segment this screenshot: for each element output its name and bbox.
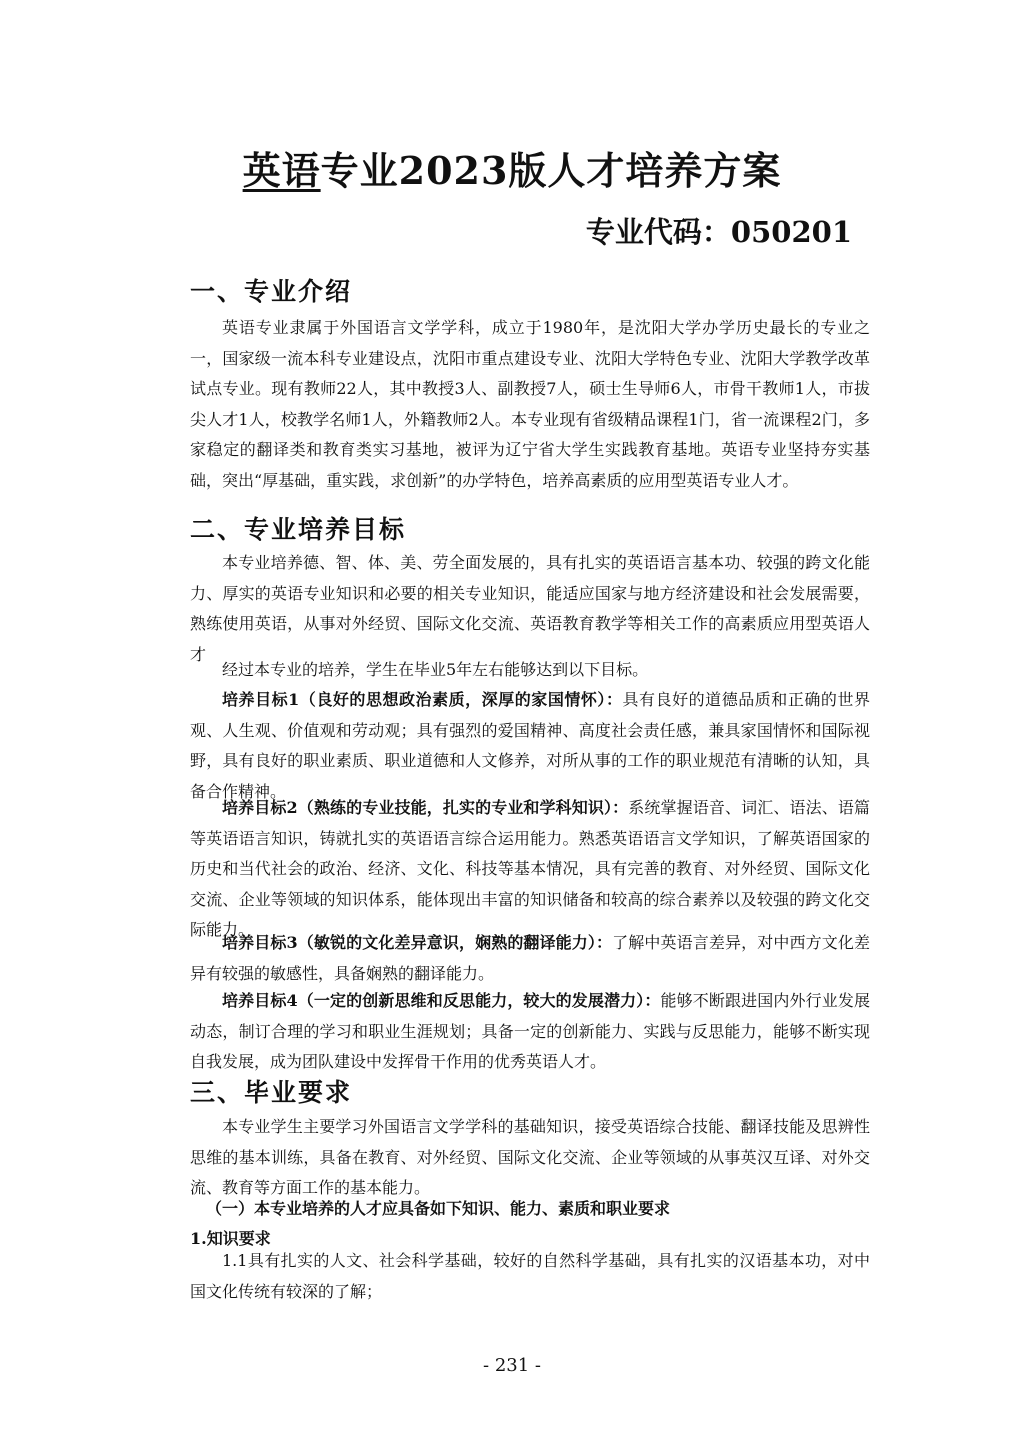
goal-4-text: 能够不断跟进国内外行业发展动态，制订合理的学习和职业生涯规划；具备一定的创新能力、实践与反思能力，能够不断实现自我发展，成为团队建设中发挥骨干作用的优秀英语人才。 [190,991,870,1071]
goal-3-label: 培养目标3（敏锐的文化差异意识，娴熟的翻译能力）： [222,933,613,952]
goal-4-paragraph [190,986,870,1078]
requirements-subheading: （一）本专业培养的人才应具备如下知识、能力、素质和职业要求 [206,1199,671,1218]
goal-4-label: 培养目标4（一定的创新思维和反思能力，较大的发展潜力）： [222,991,661,1010]
section-heading-goals: 二、专业培养目标 [190,515,407,544]
goal-1-text: 具有良好的道德品质和正确的世界观、人生观、价值观和劳动观；具有强烈的爱国精神、高度社会责任感，兼具家国情怀和国际视野，具有良好的职业素质、职业道德和人文修养，对所从事的工作的职业规范有清晰的认知，具备合作精神。 [190,690,870,801]
goals-intro-line: 经过本专业的培养，学生在毕业5年左右能够达到以下目标。 [222,660,649,679]
goal-2-text: 系统掌握语音、词汇、语法、语篇等英语语言知识，铸就扎实的英语语言综合运用能力。熟悉英语语言文学知识，了解英语国家的历史和当代社会的政治、经济、文化、科技等基本情况，具有完善的教育、对外经贸、国际文化交流、企业等领域的知识体系，能体现出丰富的知识储备和较高的综合素养以及较强的跨文化交际能力。 [190,798,870,939]
intro-paragraph: 英语专业隶属于外国语言文学学科，成立于1980年，是沈阳大学办学历史最长的专业之一，国家级一流本科专业建设点，沈阳市重点建设专业、沈阳大学特色专业、沈阳大学教学改革试点专业。现有教师22人，其中教授3人、副教授7人，硕士生导师6人，市骨干教师1人，市拔尖人才1人，校教学名师1人，外籍教师2人。本专业现有省级精品课程1门，省一流课程2门，多家稳定的翻译类和教育类实习基地，被评为辽宁省大学生实践教育基地。英语专业坚持夯实基础，突出“厚基础，重实践，求创新”的办学特色，培养高素质的应用型英语专业人才。 [190,318,870,490]
page-title [0,140,1024,195]
section-heading-requirements: 三、毕业要求 [190,1078,353,1107]
goal-2-paragraph [190,793,870,946]
section-heading-intro: 一、专业介绍 [190,277,353,306]
page-number: - 231 - [483,1355,541,1376]
title-rest: 专业2023版人才培养方案 [320,148,782,193]
goal-2-label: 培养目标2（熟练的专业技能，扎实的专业和学科知识）： [222,798,629,817]
knowledge-item-1-1: 1.1具有扎实的人文、社会科学基础，较好的自然科学基础，具有扎实的汉语基本功，对中国文化传统有较深的了解； [190,1251,870,1301]
title-underlined-part: 英语 [242,148,321,193]
goal-1-paragraph [190,685,870,807]
major-code: 专业代码：050201 [585,215,852,249]
goal-1-label: 培养目标1（良好的思想政治素质，深厚的家国情怀）： [222,690,623,709]
goal-3-text: 了解中英语言差异，对中西方文化差异有较强的敏感性，具备娴熟的翻译能力。 [190,933,870,983]
requirements-paragraph: 本专业学生主要学习外国语言文学学科的基础知识，接受英语综合技能、翻译技能及思辨性思维的基本训练，具备在教育、对外经贸、国际文化交流、企业等领域的从事英汉互译、对外交流、教育等方面工作的基本能力。 [190,1117,870,1197]
goal-3-paragraph [190,928,870,989]
goals-paragraph: 本专业培养德、智、体、美、劳全面发展的，具有扎实的英语语言基本功、较强的跨文化能力、厚实的英语专业知识和必要的相关专业知识，能适应国家与地方经济建设和社会发展需要，熟练使用英语，从事对外经贸、国际文化交流、英语教育教学等相关工作的高素质应用型英语人才 [190,553,870,664]
knowledge-subheading: 1.知识要求 [190,1229,271,1248]
